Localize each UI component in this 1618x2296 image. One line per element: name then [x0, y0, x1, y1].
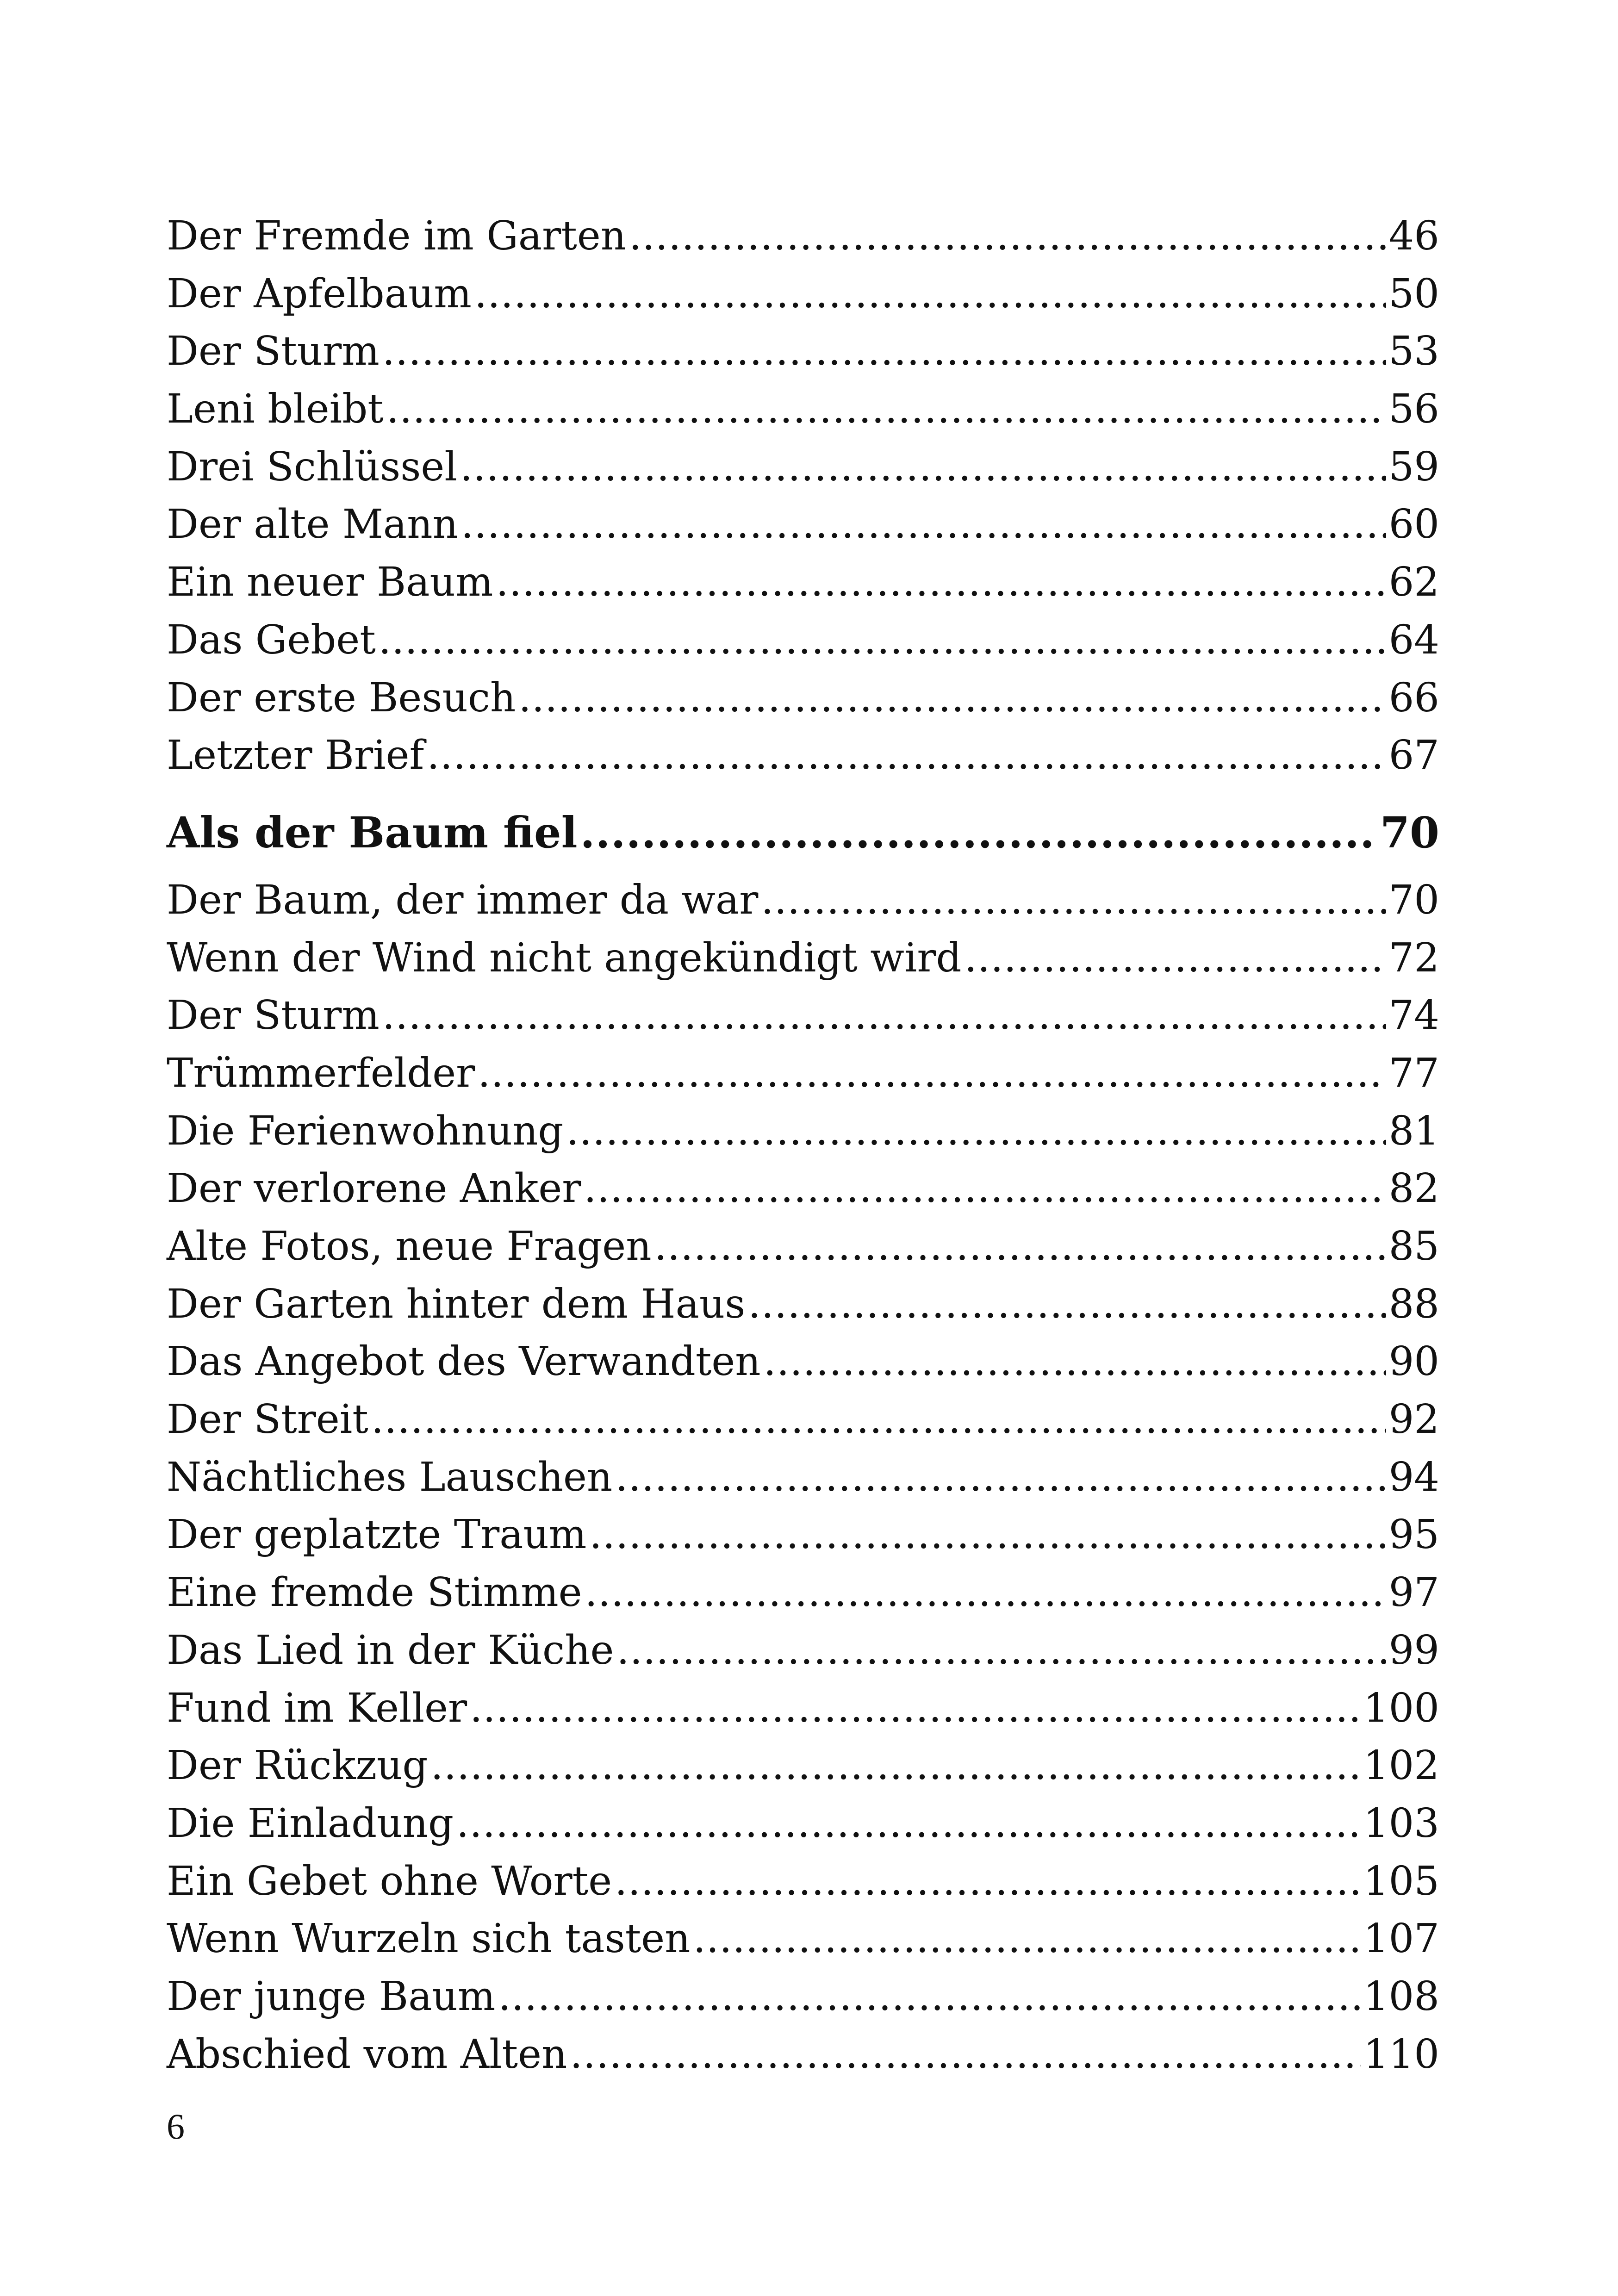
- toc-entry-title: Ein neuer Baum: [167, 559, 493, 606]
- toc-entry: [167, 1622, 1439, 1680]
- toc-dot-leader: [584, 1160, 1386, 1218]
- toc-entry: [167, 1333, 1439, 1391]
- toc-entry-page: 67: [1388, 732, 1439, 779]
- toc-entry-title: Der Baum, der immer da war: [167, 877, 759, 923]
- toc-dot-leader: [693, 1910, 1361, 1968]
- toc-entry-page: 50: [1388, 270, 1439, 317]
- toc-entry-page: 74: [1388, 992, 1439, 1039]
- table-of-contents: [167, 207, 1439, 2083]
- toc-entry-page: 60: [1388, 501, 1439, 548]
- toc-entry-page: 46: [1388, 213, 1439, 259]
- toc-entry-title: Der Rückzug: [167, 1742, 428, 1789]
- toc-entry-page: 94: [1388, 1454, 1439, 1500]
- toc-dot-leader: [382, 323, 1386, 380]
- toc-entry-title: Der verlorene Anker: [167, 1165, 581, 1212]
- toc-entry: [167, 1853, 1439, 1910]
- toc-entry: [167, 438, 1439, 496]
- toc-entry: [167, 727, 1439, 784]
- toc-entry: [167, 987, 1439, 1045]
- toc-entry: [167, 1045, 1439, 1102]
- toc-dot-leader: [430, 1737, 1360, 1795]
- toc-entry: [167, 1391, 1439, 1449]
- toc-entry-title: Die Ferienwohnung: [167, 1108, 564, 1154]
- toc-entry-page: 64: [1388, 616, 1439, 663]
- toc-entry-title: Wenn der Wind nicht angekündigt wird: [167, 934, 962, 981]
- toc-dot-leader: [748, 1276, 1386, 1333]
- toc-entry-title: Das Lied in der Küche: [167, 1627, 614, 1674]
- toc-entry-page: 103: [1363, 1800, 1439, 1847]
- toc-dot-leader: [570, 2026, 1361, 2084]
- toc-entry: [167, 1160, 1439, 1218]
- toc-entry-page: 107: [1363, 1916, 1439, 1962]
- toc-entry-title: Der Streit: [167, 1396, 368, 1443]
- toc-entry: [167, 1680, 1439, 1737]
- toc-entry: [167, 929, 1439, 987]
- toc-dot-leader: [615, 1449, 1386, 1506]
- toc-entry-title: Wenn Wurzeln sich tasten: [167, 1916, 691, 1962]
- toc-entry: [167, 1968, 1439, 2026]
- toc-dot-leader: [498, 1968, 1360, 2026]
- toc-dot-leader: [478, 1045, 1386, 1102]
- toc-entry: [167, 1102, 1439, 1160]
- toc-entry: [167, 207, 1439, 265]
- toc-entry-page: 99: [1388, 1627, 1439, 1674]
- toc-dot-leader: [654, 1218, 1386, 1276]
- toc-dot-leader: [460, 438, 1386, 496]
- toc-entry-page: 100: [1363, 1685, 1439, 1731]
- toc-entry-page: 105: [1363, 1858, 1439, 1904]
- toc-entry-page: 70: [1380, 807, 1439, 858]
- toc-entry: [167, 265, 1439, 323]
- toc-entry-title: Als der Baum fiel: [167, 807, 578, 858]
- toc-dot-leader: [761, 871, 1386, 929]
- toc-entry-title: Trümmerfelder: [167, 1050, 475, 1096]
- toc-entry-title: Leni bleibt: [167, 386, 384, 433]
- toc-entry-title: Der alte Mann: [167, 501, 458, 548]
- toc-entry: [167, 1218, 1439, 1276]
- toc-entry: [167, 1737, 1439, 1795]
- toc-dot-leader: [585, 1564, 1386, 1622]
- toc-entry: [167, 1910, 1439, 1968]
- toc-entry: [167, 669, 1439, 727]
- toc-chapter-heading: [167, 784, 1439, 871]
- toc-entry-page: 88: [1388, 1281, 1439, 1327]
- toc-entry-page: 108: [1363, 1973, 1439, 2020]
- toc-entry-title: Ein Gebet ohne Worte: [167, 1858, 612, 1904]
- toc-entry-title: Das Angebot des Verwandten: [167, 1338, 761, 1385]
- toc-entry-page: 62: [1388, 559, 1439, 606]
- toc-entry-page: 56: [1388, 386, 1439, 433]
- toc-entry: [167, 871, 1439, 929]
- toc-dot-leader: [474, 265, 1386, 323]
- toc-dot-leader: [580, 794, 1377, 871]
- toc-dot-leader: [965, 929, 1386, 987]
- toc-entry-title: Drei Schlüssel: [167, 443, 457, 490]
- toc-entry-title: Der geplatzte Traum: [167, 1512, 587, 1558]
- toc-entry-title: Der erste Besuch: [167, 674, 516, 721]
- toc-entry-title: Abschied vom Alten: [167, 2031, 567, 2078]
- toc-dot-leader: [382, 987, 1386, 1045]
- toc-entry-page: 85: [1388, 1223, 1439, 1269]
- toc-dot-leader: [371, 1391, 1386, 1449]
- toc-entry: [167, 380, 1439, 438]
- toc-entry-page: 110: [1363, 2031, 1439, 2078]
- toc-dot-leader: [518, 669, 1386, 727]
- toc-entry-title: Fund im Keller: [167, 1685, 467, 1731]
- toc-entry-page: 72: [1388, 934, 1439, 981]
- toc-entry-title: Die Einladung: [167, 1800, 454, 1847]
- toc-entry-title: Eine fremde Stimme: [167, 1569, 582, 1616]
- toc-entry-title: Der Garten hinter dem Haus: [167, 1281, 746, 1327]
- toc-entry-page: 92: [1388, 1396, 1439, 1443]
- page-number: 6: [167, 2106, 185, 2147]
- toc-entry-title: Letzter Brief: [167, 732, 424, 779]
- toc-entry: [167, 1276, 1439, 1333]
- toc-entry-title: Der Sturm: [167, 328, 380, 375]
- toc-entry-title: Das Gebet: [167, 616, 376, 663]
- toc-dot-leader: [379, 611, 1386, 669]
- toc-entry-title: Alte Fotos, neue Fragen: [167, 1223, 652, 1269]
- toc-entry-title: Nächtliches Lauschen: [167, 1454, 613, 1500]
- toc-entry-page: 102: [1363, 1742, 1439, 1789]
- toc-entry: [167, 496, 1439, 554]
- toc-entry-page: 70: [1388, 877, 1439, 923]
- toc-entry-page: 77: [1388, 1050, 1439, 1096]
- toc-entry: [167, 323, 1439, 380]
- toc-entry-page: 97: [1388, 1569, 1439, 1616]
- toc-dot-leader: [427, 727, 1386, 784]
- toc-entry: [167, 1795, 1439, 1853]
- toc-dot-leader: [615, 1853, 1361, 1910]
- toc-entry: [167, 1449, 1439, 1506]
- toc-entry-page: 95: [1388, 1512, 1439, 1558]
- toc-entry-page: 82: [1388, 1165, 1439, 1212]
- toc-dot-leader: [616, 1622, 1386, 1680]
- toc-entry: [167, 2026, 1439, 2084]
- toc-dot-leader: [461, 496, 1386, 554]
- toc-dot-leader: [764, 1333, 1386, 1391]
- toc-entry-page: 81: [1388, 1108, 1439, 1154]
- toc-entry-page: 90: [1388, 1338, 1439, 1385]
- toc-dot-leader: [566, 1102, 1386, 1160]
- toc-dot-leader: [470, 1680, 1361, 1737]
- toc-dot-leader: [496, 554, 1386, 611]
- toc-entry: [167, 554, 1439, 611]
- toc-entry-title: Der Apfelbaum: [167, 270, 472, 317]
- toc-dot-leader: [386, 380, 1386, 438]
- toc-entry-title: Der junge Baum: [167, 1973, 496, 2020]
- toc-dot-leader: [456, 1795, 1361, 1853]
- toc-entry-page: 66: [1388, 674, 1439, 721]
- toc-entry-title: Der Sturm: [167, 992, 380, 1039]
- toc-dot-leader: [589, 1506, 1386, 1564]
- toc-entry: [167, 1506, 1439, 1564]
- toc-dot-leader: [629, 207, 1386, 265]
- toc-entry-page: 59: [1388, 443, 1439, 490]
- toc-entry-title: Der Fremde im Garten: [167, 213, 627, 259]
- toc-entry-page: 53: [1388, 328, 1439, 375]
- toc-entry: [167, 1564, 1439, 1622]
- toc-entry: [167, 611, 1439, 669]
